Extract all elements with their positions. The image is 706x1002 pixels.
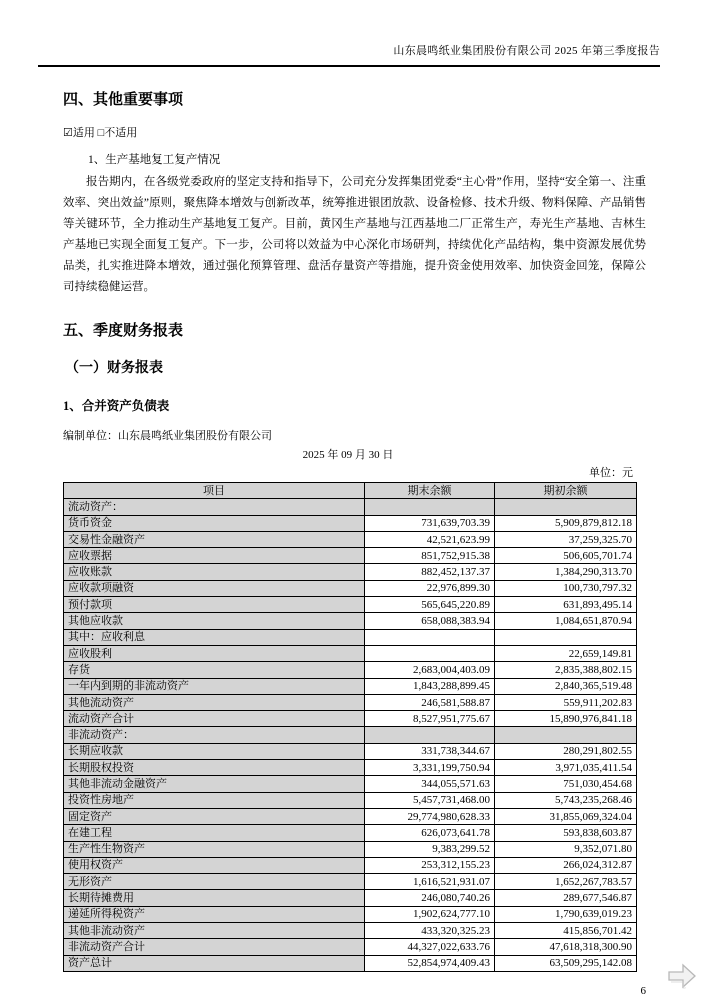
item-cell: 其中：应收利息 [64, 629, 365, 645]
beginning-balance-cell: 289,677,546.87 [495, 890, 637, 906]
beginning-balance-cell: 559,911,202.83 [495, 694, 637, 710]
table-row [64, 906, 637, 922]
table-row [64, 678, 637, 694]
table-row [64, 939, 637, 955]
ending-balance-cell: 626,073,641.78 [365, 825, 495, 841]
next-page-arrow-icon[interactable] [666, 959, 698, 993]
beginning-balance-cell: 3,971,035,411.54 [495, 760, 637, 776]
beginning-balance-cell: 593,838,603.87 [495, 825, 637, 841]
table-row [64, 792, 637, 808]
table-row [64, 645, 637, 661]
beginning-balance-cell: 37,259,325.70 [495, 531, 637, 547]
ending-balance-cell: 5,457,731,468.00 [365, 792, 495, 808]
column-header: 期末余额 [365, 483, 495, 499]
table-row [64, 629, 637, 645]
ending-balance-cell: 22,976,899.30 [365, 580, 495, 596]
ending-balance-cell: 42,521,623.99 [365, 531, 495, 547]
beginning-balance-cell: 415,856,701.42 [495, 923, 637, 939]
ending-balance-cell: 1,902,624,777.10 [365, 906, 495, 922]
ending-balance-cell [365, 629, 495, 645]
beginning-balance-cell: 1,384,290,313.70 [495, 564, 637, 580]
item-title-resumption: 1、生产基地复工复产情况 [88, 154, 221, 166]
item-cell: 资产总计 [64, 955, 365, 971]
ending-balance-cell: 2,683,004,403.09 [365, 662, 495, 678]
item-cell: 长期应收款 [64, 743, 365, 759]
column-header: 期初余额 [495, 483, 637, 499]
ending-balance-cell: 565,645,220.89 [365, 597, 495, 613]
ending-balance-cell: 1,843,288,899.45 [365, 678, 495, 694]
subsection-consolidated-balance-sheet: 1、合并资产负债表 [63, 399, 170, 413]
item-cell: 预付款项 [64, 597, 365, 613]
table-row [64, 711, 637, 727]
report-title: 山东晨鸣纸业集团股份有限公司 2025 年第三季度报告 [393, 45, 660, 57]
beginning-balance-cell: 1,652,267,783.57 [495, 874, 637, 890]
item-cell: 交易性金融资产 [64, 531, 365, 547]
item-cell: 流动资产合计 [64, 711, 365, 727]
item-cell: 其他应收款 [64, 613, 365, 629]
ending-balance-cell: 731,639,703.39 [365, 515, 495, 531]
ending-balance-cell: 344,055,571.63 [365, 776, 495, 792]
table-row [64, 955, 637, 971]
item-cell: 固定资产 [64, 808, 365, 824]
item-cell: 非流动资产合计 [64, 939, 365, 955]
beginning-balance-cell: 280,291,802.55 [495, 743, 637, 759]
beginning-balance-cell: 22,659,149.81 [495, 645, 637, 661]
beginning-balance-cell: 631,893,495.14 [495, 597, 637, 613]
item-cell: 在建工程 [64, 825, 365, 841]
table-row [64, 580, 637, 596]
running-header [38, 0, 660, 67]
beginning-balance-cell: 47,618,318,300.90 [495, 939, 637, 955]
table-row [64, 743, 637, 759]
table-row [64, 662, 637, 678]
beginning-balance-cell [495, 727, 637, 743]
unit-label: 单位：元 [589, 467, 633, 479]
ending-balance-cell [365, 727, 495, 743]
item-cell: 使用权资产 [64, 857, 365, 873]
item-cell: 应收账款 [64, 564, 365, 580]
table-row [64, 874, 637, 890]
item-cell: 一年内到期的非流动资产 [64, 678, 365, 694]
beginning-balance-cell: 2,840,365,519.48 [495, 678, 637, 694]
beginning-balance-cell: 100,730,797.32 [495, 580, 637, 596]
ending-balance-cell: 3,331,199,750.94 [365, 760, 495, 776]
beginning-balance-cell: 1,084,651,870.94 [495, 613, 637, 629]
table-row [64, 515, 637, 531]
table-row [64, 597, 637, 613]
table-row [64, 548, 637, 564]
table-row [64, 564, 637, 580]
item-cell: 递延所得税资产 [64, 906, 365, 922]
table-row [64, 890, 637, 906]
table-row [64, 727, 637, 743]
item-cell: 其他非流动金融资产 [64, 776, 365, 792]
table-row [64, 923, 637, 939]
beginning-balance-cell: 31,855,069,324.04 [495, 808, 637, 824]
beginning-balance-cell: 63,509,295,142.08 [495, 955, 637, 971]
beginning-balance-cell: 5,909,879,812.18 [495, 515, 637, 531]
table-row [64, 776, 637, 792]
ending-balance-cell: 52,854,974,409.43 [365, 955, 495, 971]
ending-balance-cell: 246,080,740.26 [365, 890, 495, 906]
item-cell: 流动资产： [64, 499, 365, 515]
table-row [64, 499, 637, 515]
ending-balance-cell: 246,581,588.87 [365, 694, 495, 710]
item-cell: 应收票据 [64, 548, 365, 564]
item-cell: 应收股利 [64, 645, 365, 661]
balance-sheet-table [63, 482, 637, 972]
statement-date: 2025 年 09 月 30 日 [302, 449, 394, 461]
item-cell: 其他非流动资产 [64, 923, 365, 939]
ending-balance-cell [365, 645, 495, 661]
beginning-balance-cell: 9,352,071.80 [495, 841, 637, 857]
resumption-paragraph: 报告期内，在各级党委政府的坚定支持和指导下，公司充分发挥集团党委“主心骨”作用，坚持“安全第一、注重效率、突出效益”原则，聚焦降本增效与创新改革，统筹推进银团放款、设备检修、技术升级、物料保障、产品销售等关键环节，全力推动生产基地复工复产。目前，黄冈生产基地与江西基地二厂正常生产，寿光生产基地、吉林生产基地已实现全面复工复产。下一步，公司将以效益为中心深化市场研判，持续优化产品结构，集中资源发展优势品类，扎实推进降本增效，通过强化预算管理、盘活存量资产等措施，提升资金使用效率、加快资金回笼，保障公司持续稳健运营。 [63, 176, 646, 293]
ending-balance-cell: 8,527,951,775.67 [365, 711, 495, 727]
applicability-line: ☑适用 □不适用 [63, 127, 138, 139]
section-heading-other-matters: 四、其他重要事项 [63, 92, 184, 108]
beginning-balance-cell [495, 629, 637, 645]
ending-balance-cell: 331,738,344.67 [365, 743, 495, 759]
table-row [64, 825, 637, 841]
item-cell: 长期股权投资 [64, 760, 365, 776]
item-cell: 长期待摊费用 [64, 890, 365, 906]
ending-balance-cell: 882,452,137.37 [365, 564, 495, 580]
beginning-balance-cell: 751,030,454.68 [495, 776, 637, 792]
table-row [64, 531, 637, 547]
ending-balance-cell: 1,616,521,931.07 [365, 874, 495, 890]
ending-balance-cell: 44,327,022,633.76 [365, 939, 495, 955]
ending-balance-cell: 29,774,980,628.33 [365, 808, 495, 824]
beginning-balance-cell: 15,890,976,841.18 [495, 711, 637, 727]
beginning-balance-cell: 5,743,235,268.46 [495, 792, 637, 808]
balance-sheet-header [64, 483, 637, 499]
balance-sheet-body [64, 499, 637, 972]
ending-balance-cell: 253,312,155.23 [365, 857, 495, 873]
section-heading-quarterly-statements: 五、季度财务报表 [63, 323, 184, 339]
item-cell: 生产性生物资产 [64, 841, 365, 857]
page-content [63, 88, 646, 997]
beginning-balance-cell: 1,790,639,019.23 [495, 906, 637, 922]
prepared-by-line: 编制单位：山东晨鸣纸业集团股份有限公司 [63, 430, 272, 442]
table-row [64, 760, 637, 776]
beginning-balance-cell [495, 499, 637, 515]
item-cell: 非流动资产： [64, 727, 365, 743]
page-number: 6 [640, 984, 646, 997]
beginning-balance-cell: 2,835,388,802.15 [495, 662, 637, 678]
column-header: 项目 [64, 483, 365, 499]
ending-balance-cell: 851,752,915.38 [365, 548, 495, 564]
item-cell: 应收款项融资 [64, 580, 365, 596]
item-cell: 无形资产 [64, 874, 365, 890]
table-row [64, 808, 637, 824]
ending-balance-cell [365, 499, 495, 515]
table-row [64, 613, 637, 629]
ending-balance-cell: 433,320,325.23 [365, 923, 495, 939]
item-cell: 其他流动资产 [64, 694, 365, 710]
item-cell: 货币资金 [64, 515, 365, 531]
subsection-financial-statements: （一）财务报表 [65, 361, 163, 376]
ending-balance-cell: 9,383,299.52 [365, 841, 495, 857]
item-cell: 存货 [64, 662, 365, 678]
table-row [64, 857, 637, 873]
beginning-balance-cell: 506,605,701.74 [495, 548, 637, 564]
table-row [64, 694, 637, 710]
item-cell: 投资性房地产 [64, 792, 365, 808]
beginning-balance-cell: 266,024,312.87 [495, 857, 637, 873]
header-row [64, 483, 637, 499]
table-row [64, 841, 637, 857]
ending-balance-cell: 658,088,383.94 [365, 613, 495, 629]
